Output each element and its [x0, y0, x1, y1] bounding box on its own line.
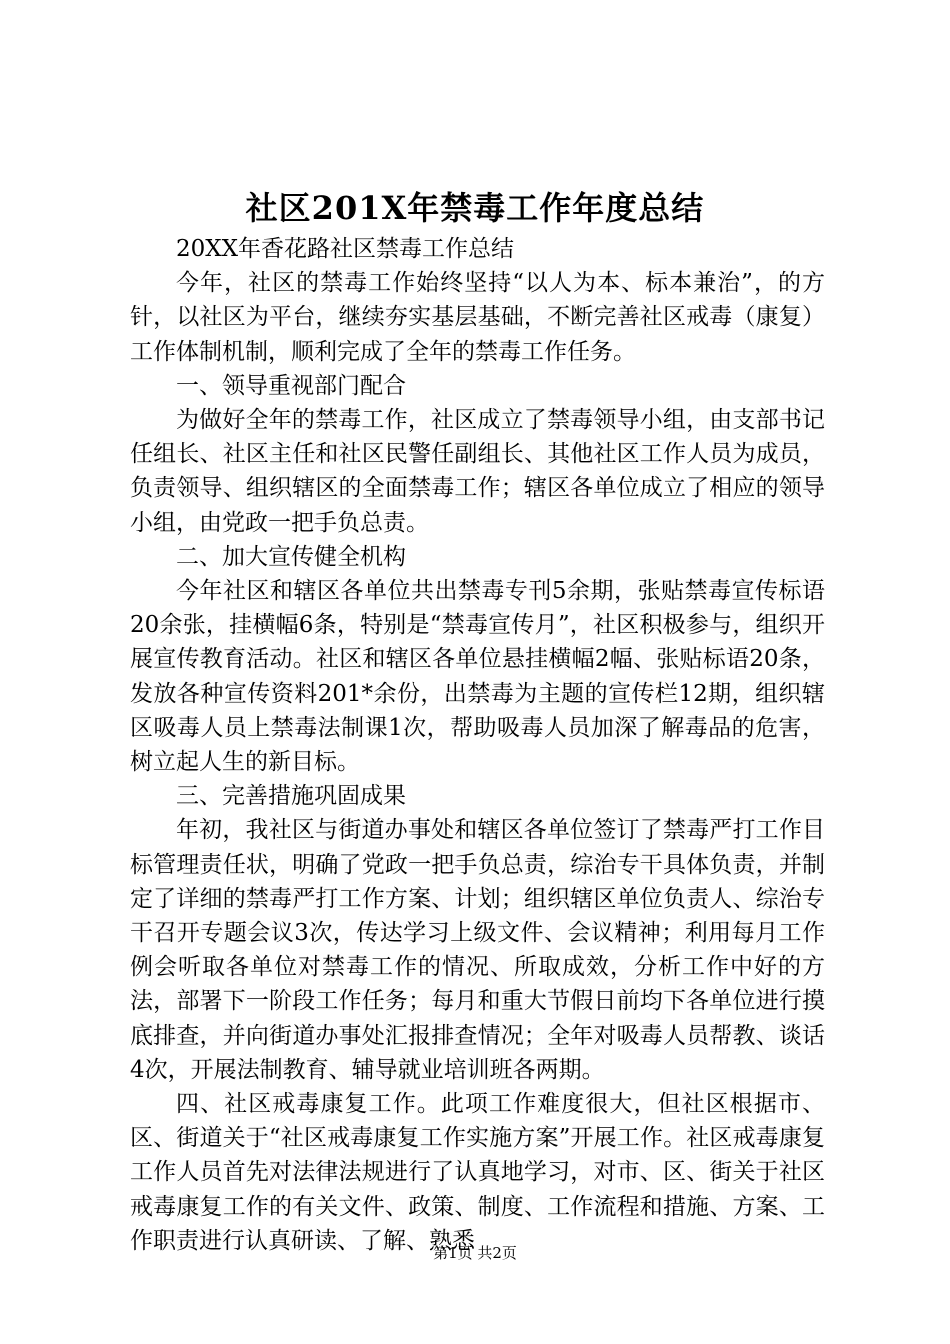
- section-paragraph-3: 年初，我社区与街道办事处和辖区各单位签订了禁毒严打工作目标管理责任状，明确了党政一把手负总责，综治专干具体负责，并制定了详细的禁毒严打工作方案、计划；组织辖区单位负责人、综治专干召开专题会议3次，传达学习上级文件、会议精神；利用每月工作例会听取各单位对禁毒工作的情况、所取成效，分析工作中好的方法，部署下一阶段工作任务；每月和重大节假日前均下各单位进行摸底排查，并向街道办事处汇报排查情况；全年对吸毒人员帮教、谈话4次，开展法制教育、辅导就业培训班各两期。: [130, 817, 825, 1083]
- intro-paragraph: 今年，社区的禁毒工作始终坚持“以人为本、标本兼治”，的方针，以社区为平台，继续夯实基层基础，不断完善社区戒毒（康复）工作体制机制，顺利完成了全年的禁毒工作任务。: [130, 270, 825, 365]
- section-heading-1: 一、领导重视部门配合: [176, 372, 406, 399]
- section-heading-3: 三、完善措施巩固成果: [176, 783, 406, 810]
- page-number-footer: 第1页 共2页: [433, 1244, 517, 1262]
- document-subtitle: 20XX年香花路社区禁毒工作总结: [176, 236, 515, 262]
- section-heading-2: 二、加大宣传健全机构: [176, 543, 406, 570]
- section-paragraph-1: 为做好全年的禁毒工作，社区成立了禁毒领导小组，由支部书记任组长、社区主任和社区民警任副组长、其他社区工作人员为成员，负责领导、组织辖区的全面禁毒工作；辖区各单位成立了相应的领导小组，由党政一把手负总责。: [130, 407, 825, 536]
- section-paragraph-2: 今年社区和辖区各单位共出禁毒专刊5余期，张贴禁毒宣传标语20余张，挂横幅6条，特别是“禁毒宣传月”，社区积极参与，组织开展宣传教育活动。社区和辖区各单位悬挂横幅2幅、张贴标语20条，发放各种宣传资料201*余份，出禁毒为主题的宣传栏12期，组织辖区吸毒人员上禁毒法制课1次，帮助吸毒人员加深了解毒品的危害，树立起人生的新目标。: [130, 578, 825, 776]
- document-title: 社区201X年禁毒工作年度总结: [245, 189, 705, 227]
- section-paragraph-4: 四、社区戒毒康复工作。此项工作难度很大，但社区根据市、区、街道关于“社区戒毒康复工作实施方案”开展工作。社区戒毒康复工作人员首先对法律法规进行了认真地学习，对市、区、街关于社区戒毒康复工作的有关文件、政策、制度、工作流程和措施、方案、工作职责进行认真研读、了解、熟悉: [130, 1091, 825, 1254]
- document-body: [130, 232, 825, 1258]
